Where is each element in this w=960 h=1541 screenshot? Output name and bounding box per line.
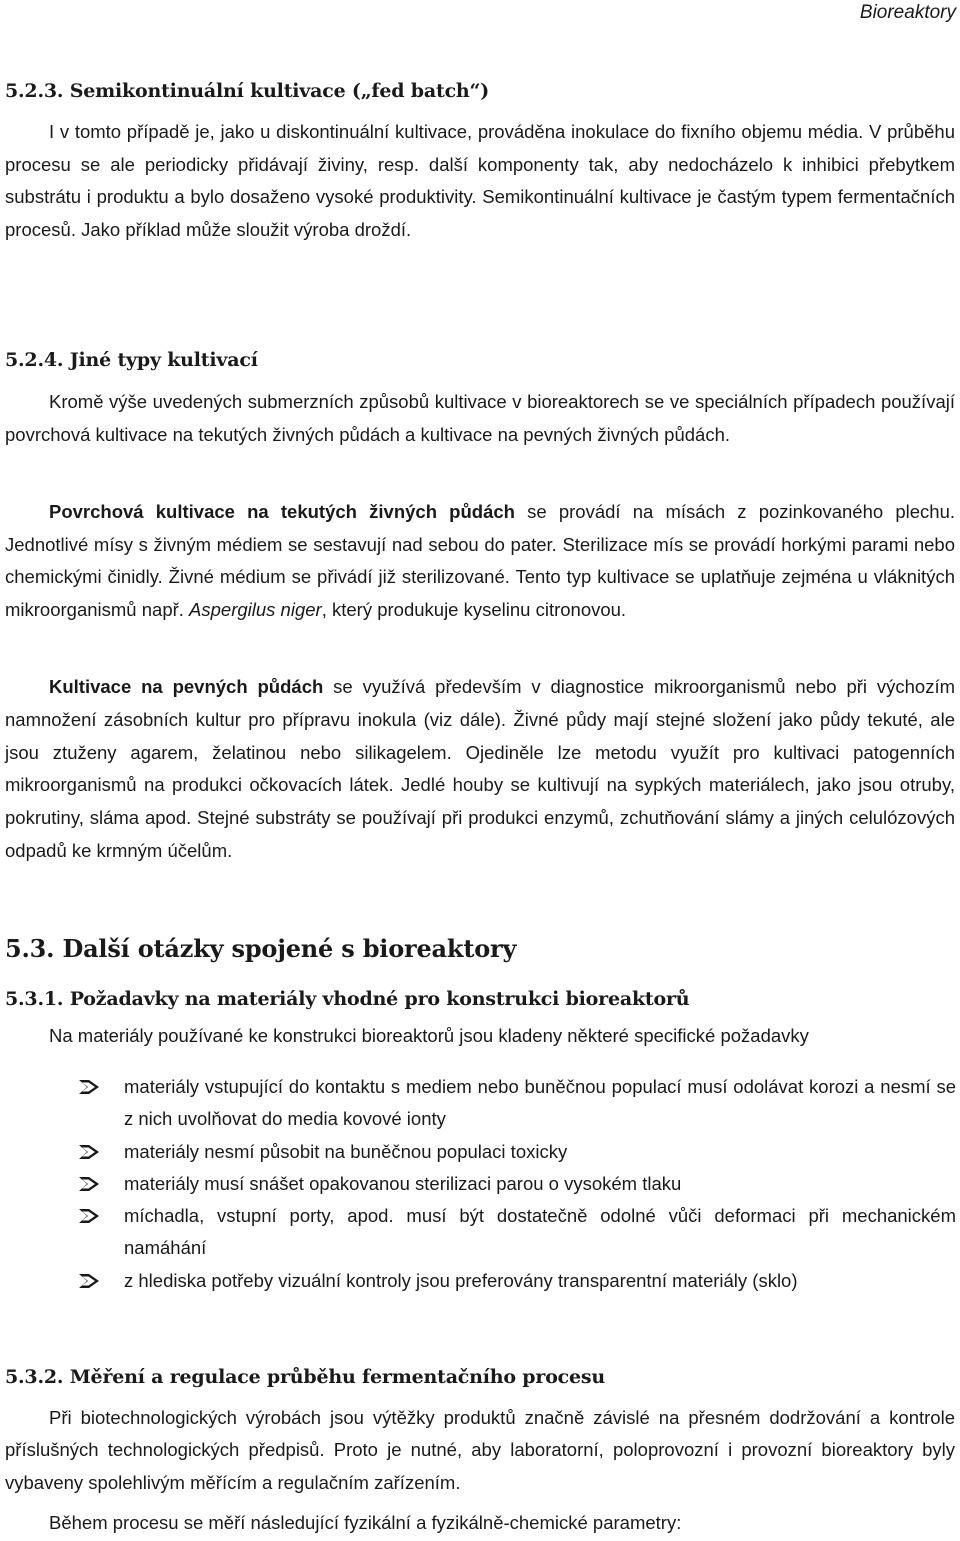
- paragraph-parameters-intro: Během procesu se měří následující fyzikální a fyzikálně-chemické parametry:: [49, 1512, 682, 1533]
- list-item: [78, 1265, 956, 1297]
- heading-5-2-3: 5.2.3. Semikontinuální kultivace („fed batch“): [5, 80, 490, 102]
- heading-5-2-4: 5.2.4. Jiné typy kultivací: [5, 349, 258, 371]
- list-item-text: z hlediska potřeby vizuální kontroly jsou preferovány transparentní materiály (sklo): [124, 1269, 798, 1291]
- arrow-bullet-icon: [78, 1175, 100, 1193]
- heading-5-3-2: 5.3.2. Měření a regulace průběhu fermentačního procesu: [5, 1366, 606, 1388]
- list-item-text: míchadla, vstupní porty, apod. musí být dostatečně odolné vůči deformaci při mechanickém namáhání: [124, 1205, 956, 1259]
- solid-text: se využívá především v diagnostice mikroorganismů nebo při výchozím namnožení zásobních kultur pro přípravu inokula (viz dále). Živné půdy mají stejné složení jako půdy tekuté, ale jsou ztuženy agarem, želatinou nebo silikagelem. Ojediněle lze metodu využít pro kultivaci patogenních mikroorganismů na produkci očkovacích látek. Jedlé houby se kultivují na sypkých materiálech, jako jsou otruby, pokrutiny, sláma apod. Stejné substráty se používají při produkci enzymů, zchutňování slámy a jiných celulózových odpadů ke krmným účelům.: [5, 676, 955, 861]
- heading-5-3-1: 5.3.1. Požadavky na materiály vhodné pro konstrukci bioreaktorů: [5, 988, 690, 1010]
- list-item-text: materiály vstupující do kontaktu s mediem nebo buněčnou populací musí odolávat korozi a nesmí se z nich uvolňovat do media kovové ionty: [124, 1076, 956, 1130]
- list-item-text: materiály nesmí působit na buněčnou populaci toxicky: [124, 1140, 568, 1162]
- term-surface-cultivation: Povrchová kultivace na tekutých živných půdách: [49, 501, 515, 522]
- paragraph-materials-intro: Na materiály používané ke konstrukci bioreaktorů jsou kladeny některé specifické požadavky: [49, 1025, 809, 1046]
- paragraph-solid-cultivation: [5, 671, 955, 868]
- paragraph-fed-batch: I v tomto případě je, jako u diskontinuální kultivace, prováděna inokulace do fixního objemu média. V průběhu procesu se ale periodicky přidávají živiny, resp. další komponenty tak, aby nedocházelo k inhibici přebytkem substrátu i produktu a bylo dosaženo vysoké produktivity. Semikontinuální kultivace je častým typem fermentačních procesů. Jako příklad může sloužit výroba droždí.: [5, 121, 955, 240]
- arrow-bullet-icon: [78, 1143, 100, 1161]
- paragraph-other-types-intro: Kromě výše uvedených submerzních způsobů kultivace v bioreaktorech se ve speciálních případech používají povrchová kultivace na tekutých živných půdách a kultivace na pevných živných půdách.: [5, 391, 955, 445]
- paragraph-surface-cultivation: [5, 496, 955, 626]
- requirements-list: [78, 1071, 956, 1297]
- arrow-bullet-icon: [78, 1078, 100, 1096]
- list-item: [78, 1071, 956, 1136]
- surface-text-1: se provádí na mísách z pozinkovaného plechu. Jednotlivé mísy s živným médiem se sestavují nad sebou do pater. Sterilizace mís se provádí horkými parami nebo chemickými činidly. Živné médium se přivádí již sterilizované. Tento typ kultivace se uplatňuje zejména u vláknitých mikroorganismů např.: [5, 501, 956, 620]
- term-solid-cultivation: Kultivace na pevných půdách: [49, 676, 324, 697]
- running-header: Bioreaktory: [859, 2, 956, 23]
- arrow-bullet-icon: [78, 1207, 100, 1225]
- arrow-bullet-icon: [78, 1272, 100, 1290]
- heading-5-3: 5.3. Další otázky spojené s bioreaktory: [5, 934, 517, 963]
- list-item: [78, 1200, 956, 1265]
- list-item: [78, 1168, 956, 1200]
- list-item: [78, 1136, 956, 1168]
- species-name: Aspergilus niger: [189, 598, 322, 620]
- list-item-text: materiály musí snášet opakovanou sterilizaci parou o vysokém tlaku: [124, 1172, 682, 1194]
- paragraph-measurement: Při biotechnologických výrobách jsou výtěžky produktů značně závislé na přesném dodržování a kontrole příslušných technologických předpisů. Proto je nutné, aby laboratorní, poloprovozní i provozní bioreaktory byly vybaveny spolehlivým měřícím a regulačním zařízením.: [5, 1407, 955, 1493]
- surface-text-2: , který produkuje kyselinu citronovou.: [321, 598, 627, 620]
